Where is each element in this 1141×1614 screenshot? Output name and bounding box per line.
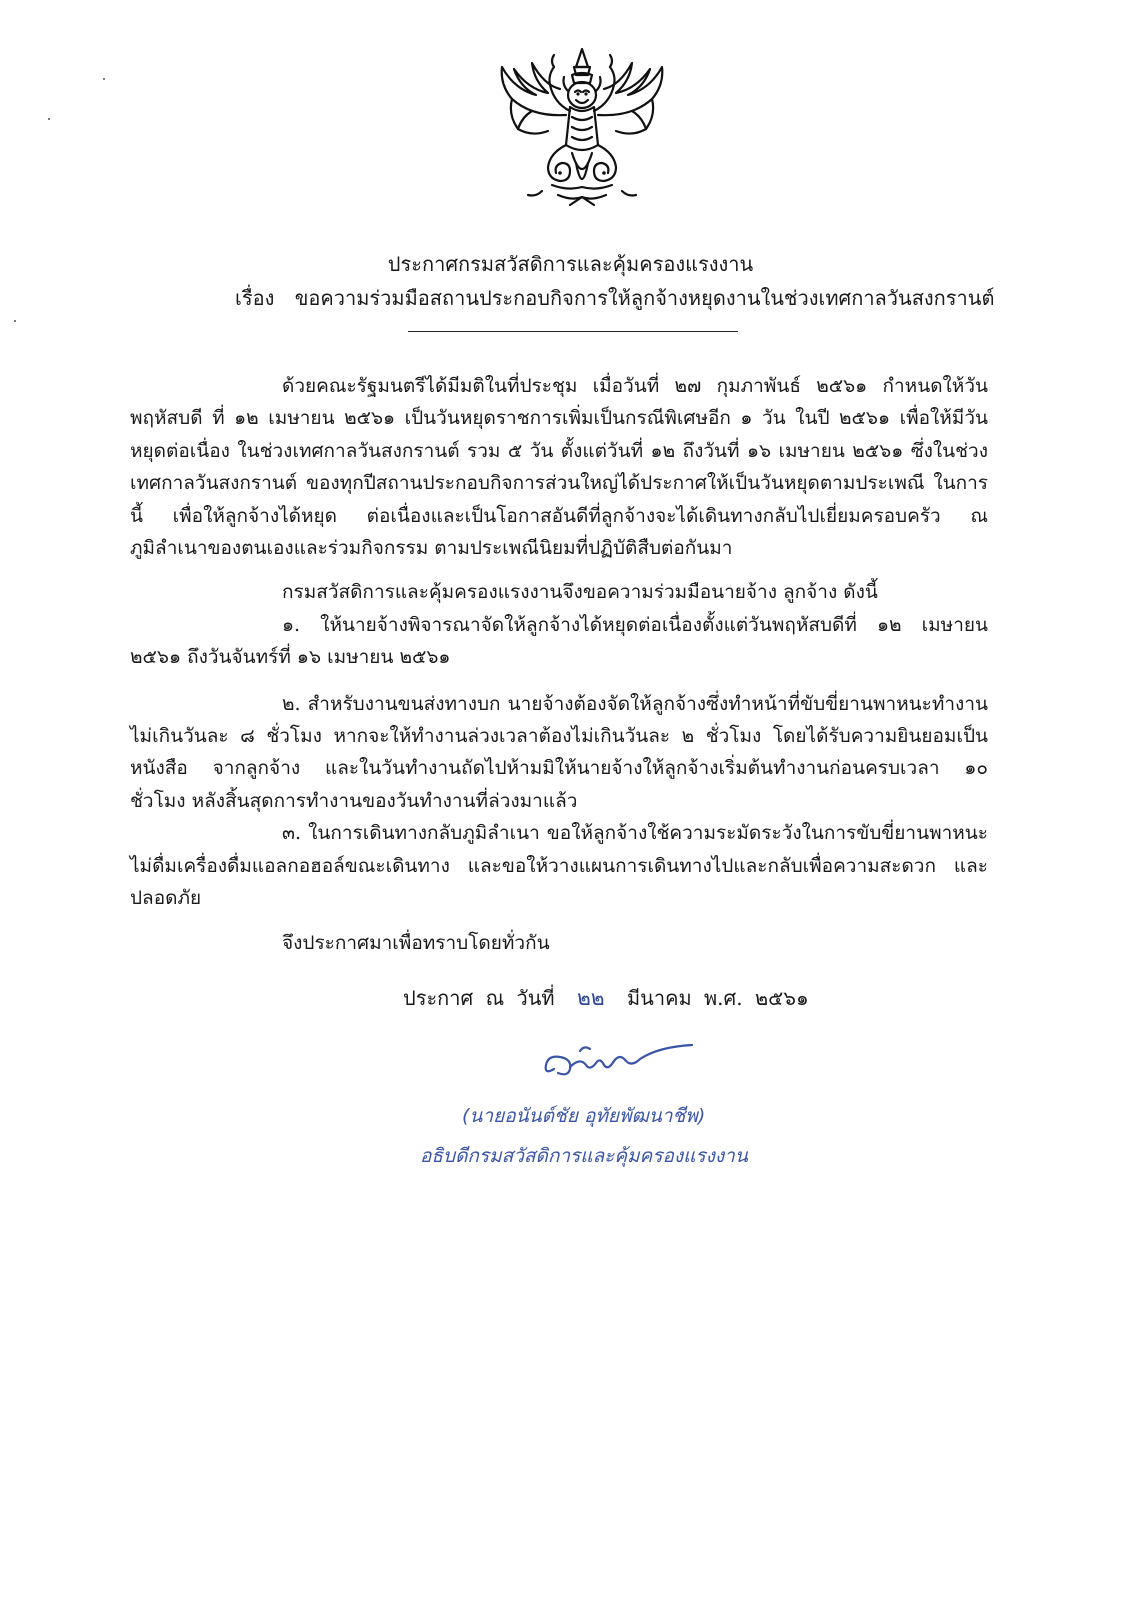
garuda-emblem-icon: [492, 45, 672, 210]
item-1-paragraph: ๑. ให้นายจ้างพิจารณาจัดให้ลูกจ้างได้หยุดต่อเนื่องตั้งแต่วันพฤหัสบดีที่ ๑๒ เมษายน ๒๕๖๑ ถึงวันจันทร์ที่ ๑๖ เมษายน ๒๕๖๑: [130, 613, 988, 669]
date-day-handwritten: ๒๒: [576, 986, 605, 1010]
title-divider: [408, 331, 738, 332]
scan-speck: [14, 320, 16, 322]
scan-speck: [48, 118, 50, 120]
handwritten-signature-icon: [540, 1035, 700, 1085]
document-body: [130, 370, 988, 959]
signer-name: (นายอนันต์ชัย อุทัยพัฒนาชีพ): [462, 1105, 706, 1127]
signer-position: อธิบดีกรมสวัสดิการและคุ้มครองแรงงาน: [420, 1145, 748, 1167]
item-2-paragraph: ๒. สำหรับงานขนส่งทางบก นายจ้างต้องจัดให้ลูกจ้างซึ่งทำหน้าที่ขับขี่ยานพาหนะทำงาน ไม่เกินวันละ ๘ ชั่วโมง หากจะให้ทำงานล่วงเวลาต้องไม่เกินวันละ ๒ ชั่วโมง โดยได้รับความยินยอมเป็นหนังสือ จากลูกจ้าง และในวันทำงานถัดไปห้ามมิให้นายจ้างให้ลูกจ้างเริ่มต้นทำงานก่อนครบเวลา ๑๐ ชั่วโมง หลังสิ้นสุดการทำงานของวันทำงานที่ล่วงมาแล้ว: [130, 692, 988, 812]
announcement-date: [403, 982, 809, 1015]
scan-speck: [103, 78, 105, 80]
intro-paragraph: ด้วยคณะรัฐมนตรีได้มีมติในที่ประชุม เมื่อวันที่ ๒๗ กุมภาพันธ์ ๒๕๖๑ กำหนดให้วันพฤหัสบดี ที่ ๑๒ เมษายน ๒๕๖๑ เป็นวันหยุดราชการเพิ่มเป็นกรณีพิเศษอีก ๑ วัน ในปี ๒๕๖๑ เพื่อให้มีวันหยุดต่อเนื่อง ในช่วงเทศกาลวันสงกรานต์ รวม ๕ วัน ตั้งแต่วันที่ ๑๒ ถึงวันที่ ๑๖ เมษายน ๒๕๖๑ ซึ่งในช่วงเทศกาลวันสงกรานต์ ของทุกปีสถานประกอบกิจการส่วนใหญ่ได้ประกาศให้เป็นวันหยุดตามประเพณี ในการนี้ เพื่อให้ลูกจ้างได้หยุด ต่อเนื่องและเป็นโอกาสอันดีที่ลูกจ้างจะได้เดินทางกลับไปเยี่ยมครอบครัว ณ ภูมิลำเนาของตนเองและร่วมกิจกรรม ตามประเพณีนิยมที่ปฏิบัติสืบต่อกันมา: [130, 375, 988, 560]
subject-label: เรื่อง: [235, 286, 275, 310]
date-prefix: ประกาศ ณ วันที่: [403, 986, 555, 1010]
subject-text: ขอความร่วมมือสถานประกอบกิจการให้ลูกจ้างหยุดงานในช่วงเทศกาลวันสงกรานต์: [294, 286, 995, 310]
request-paragraph: กรมสวัสดิการและคุ้มครองแรงงานจึงขอความร่วมมือนายจ้าง ลูกจ้าง ดังนี้: [282, 581, 878, 604]
item-3-paragraph: ๓. ในการเดินทางกลับภูมิลำเนา ขอให้ลูกจ้างใช้ความระมัดระวังในการขับขี่ยานพาหนะ ไม่ดื่มเครื่องดื่มแอลกอฮอล์ขณะเดินทาง และขอให้วางแผนการเดินทางไปและกลับเพื่อความสะดวก และปลอดภัย: [130, 822, 988, 910]
subject-line: [235, 282, 994, 314]
date-suffix: มีนาคม พ.ศ. ๒๕๖๑: [626, 986, 809, 1010]
closing-paragraph: จึงประกาศมาเพื่อทราบโดยทั่วกัน: [282, 931, 550, 954]
document-title: ประกาศกรมสวัสดิการและคุ้มครองแรงงาน: [387, 252, 754, 276]
